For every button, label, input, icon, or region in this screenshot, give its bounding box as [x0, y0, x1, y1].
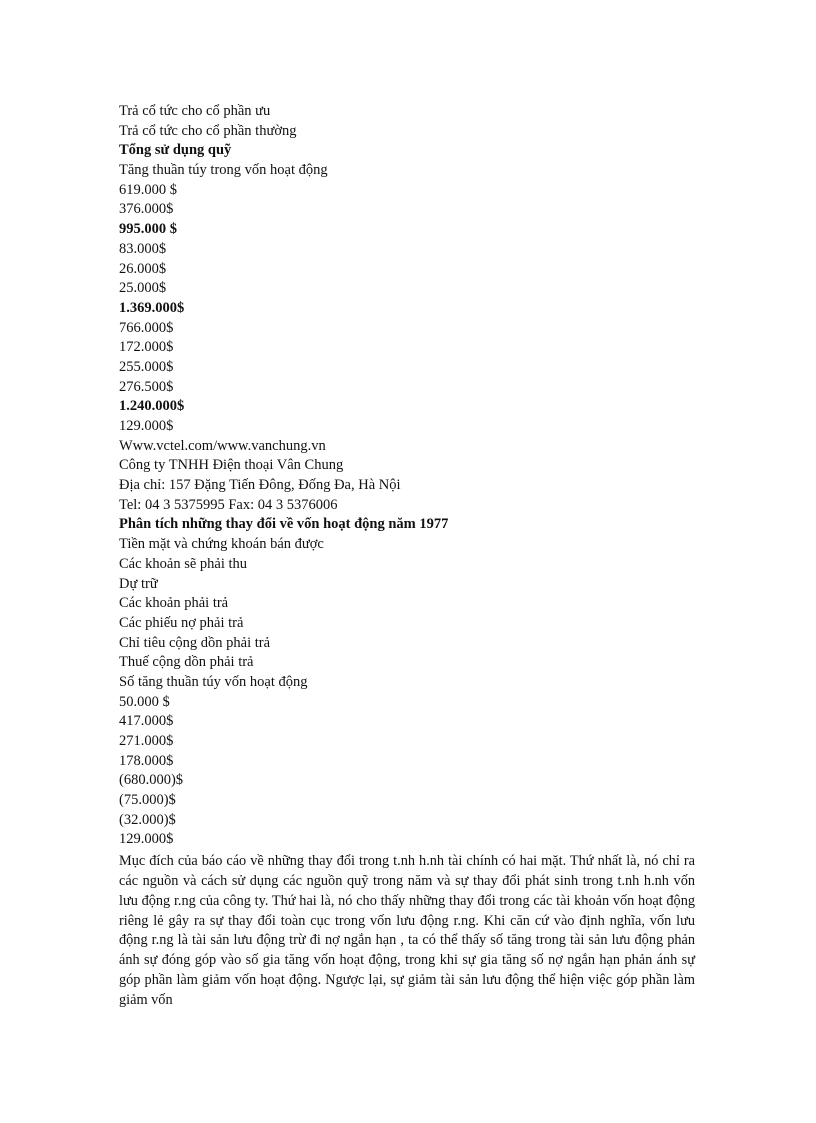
- text-line: 129.000$: [119, 831, 174, 848]
- document-lines: [119, 102, 709, 850]
- text-line: Trả cổ tức cho cổ phần ưu: [119, 103, 271, 119]
- text-line: 26.000$: [119, 260, 167, 277]
- text-line: Dự trữ: [119, 575, 158, 592]
- body-paragraph: Mục đích của báo cáo về những thay đổi trong t.nh h.nh tài chính có hai mặt. Thứ nhất là, nó chỉ ra các nguồn và cách sử dụng các nguồn quỹ trong năm và sự thay đổi phát sinh trong t.nh h.nh vốn lưu động r.ng của công ty. Thứ hai là, nó cho thấy những thay đổi trong các tài khoản vốn hoạt động riêng lẻ gây ra sự thay đổi toàn cục trong vốn lưu động r.ng. Khi căn cứ vào định nghĩa, vốn lưu động r.ng là tài sản lưu động trừ đi nợ ngắn hạn , ta có thể thấy số tăng trong tài sản lưu động phản ánh sự đóng góp vào số gia tăng vốn hoạt động, trong khi sự gia tăng số nợ ngắn hạn phản ánh sự góp phần làm giảm vốn hoạt động. Ngược lại, sự giảm tài sản lưu động thể hiện việc góp phần làm giảm vốn: [119, 853, 695, 1008]
- text-line: 276.500$: [119, 378, 174, 395]
- text-line: Tiền mặt và chứng khoán bán được: [119, 536, 324, 553]
- text-line: 619.000 $: [119, 181, 177, 198]
- text-line: (680.000)$: [119, 772, 184, 789]
- text-line: Các khoản sẽ phải thu: [119, 555, 248, 572]
- bold-text-line: 995.000 $: [119, 221, 177, 238]
- text-line: 83.000$: [119, 240, 167, 257]
- text-line: 25.000$: [119, 280, 167, 297]
- text-line: 417.000$: [119, 713, 174, 730]
- bold-text-line: 1.240.000$: [119, 398, 185, 415]
- text-line: 255.000$: [119, 358, 174, 375]
- text-line: Trả cổ tức cho cổ phần thường: [119, 122, 297, 139]
- text-line: 172.000$: [119, 339, 174, 356]
- document-page: [119, 102, 709, 1011]
- text-line: 766.000$: [119, 319, 174, 336]
- text-line: 178.000$: [119, 752, 174, 769]
- text-line: 50.000 $: [119, 693, 170, 710]
- text-line: (32.000)$: [119, 811, 176, 828]
- text-line: Số tăng thuần túy vốn hoạt động: [119, 673, 308, 690]
- bold-text-line: Phân tích những thay đổi về vốn hoạt động năm 1977: [119, 516, 449, 533]
- text-line: Chỉ tiêu cộng dồn phải trả: [119, 634, 271, 651]
- text-line: Tăng thuần túy trong vốn hoạt động: [119, 162, 328, 179]
- text-line: Các khoản phải trả: [119, 595, 229, 612]
- text-line: Tel: 04 3 5375995 Fax: 04 3 5376006: [119, 496, 338, 513]
- bold-text-line: Tổng sử dụng quỹ: [119, 142, 232, 159]
- text-line: Công ty TNHH Điện thoại Vân Chung: [119, 457, 344, 474]
- text-line: Địa chỉ: 157 Đặng Tiến Đông, Đống Đa, Hà Nội: [119, 477, 401, 494]
- text-line: Thuế cộng dồn phải trả: [119, 654, 254, 671]
- text-line: 129.000$: [119, 418, 174, 434]
- text-line: 376.000$: [119, 201, 174, 218]
- bold-text-line: 1.369.000$: [119, 299, 185, 316]
- text-line: Các phiếu nợ phải trả: [119, 614, 244, 631]
- text-line: Www.vctel.com/www.vanchung.vn: [119, 437, 326, 454]
- text-line: 271.000$: [119, 733, 174, 749]
- text-line: (75.000)$: [119, 792, 176, 809]
